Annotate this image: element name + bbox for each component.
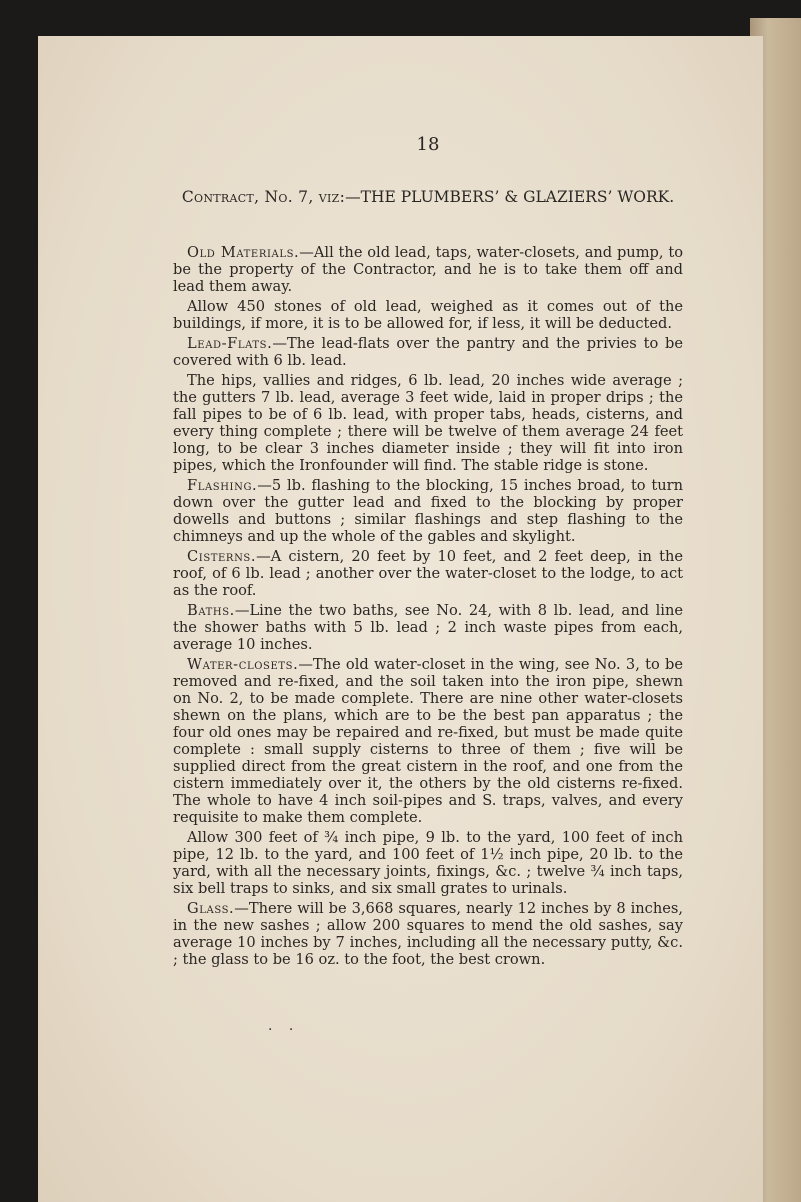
paragraph-lead: Old Materials.	[187, 244, 300, 261]
paragraph-lead: Cisterns.	[187, 548, 257, 565]
heading-prefix: Contract, No. 7, viz:	[181, 188, 346, 206]
paragraph-baths	[173, 602, 683, 653]
paragraph-hips-gutters	[173, 372, 683, 474]
paragraph-text: —There will be 3,668 squares, nearly 12 inches by 8 inches, in the new sashes ; allow 200 squares to mend the old sashes, say average 10 inches by 7 inches, including all the necessary putty, &c. ; the glass to be 16 oz. to the foot, the best crown.	[173, 900, 683, 968]
paragraph-text: —All the old lead, taps, water-closets, and pump, to be the property of the Contractor, and he is to take them off and lead them away.	[173, 244, 683, 295]
paragraph-text: Allow 450 stones of old lead, weighed as it comes out of the buildings, if more, it is to be allowed for, if less, it will be deducted.	[173, 298, 683, 332]
section-heading	[173, 188, 683, 206]
paragraph-old-materials	[173, 244, 683, 295]
paragraph-text: —The old water-closet in the wing, see No. 3, to be removed and re-fixed, and the soil taken into the iron pipe, shewn on No. 2, to be made complete. There are nine other water-closets shewn on the plans, which are to be the best pan apparatus ; the four old ones may be repaired and re-fixed, but must be made quite complete : small supply cisterns to three of them ; five will be supplied direct from the great cistern in the roof, and one from the cistern immediately over it, the others by the old cisterns re-fixed. The whole to have 4 inch soil-pipes and S. traps, valves, and every requisite to make them complete.	[173, 656, 683, 826]
paragraph-lead: Flashing.	[187, 477, 258, 494]
paragraph-lead: Lead-Flats.	[187, 335, 273, 352]
body-text	[173, 244, 683, 971]
paragraph-text: —A cistern, 20 feet by 10 feet, and 2 feet deep, in the roof, of 6 lb. lead ; another over the water-closet to the lodge, to act as the roof.	[173, 548, 683, 599]
page-number: 18	[416, 134, 440, 155]
paragraph-old-lead-allowance	[173, 298, 683, 332]
paragraph-water-closets	[173, 656, 683, 826]
printer-dots: · ·	[268, 1022, 300, 1038]
paragraph-lead-flats	[173, 335, 683, 369]
paragraph-text: —The lead-flats over the pantry and the privies to be covered with 6 lb. lead.	[173, 335, 683, 369]
paragraph-cisterns	[173, 548, 683, 599]
paragraph-lead: Glass.	[187, 900, 235, 917]
paragraph-text: Allow 300 feet of ¾ inch pipe, 9 lb. to the yard, 100 feet of inch pipe, 12 lb. to the yard, and 100 feet of 1½ inch pipe, 20 lb. to the yard, with all the necessary joints, fixings, &c. ; twelve ¾ inch taps, six bell traps to sinks, and six small grates to urinals.	[173, 829, 683, 897]
paragraph-flashing	[173, 477, 683, 545]
paragraph-text: —Line the two baths, see No. 24, with 8 lb. lead, and line the shower baths with 5 lb. lead ; 2 inch waste pipes from each, average 10 inches.	[173, 602, 683, 653]
paragraph-lead: Water-closets.	[187, 656, 299, 673]
paragraph-pipe-allowance	[173, 829, 683, 897]
paragraph-lead: Baths.	[187, 602, 235, 619]
heading-title: —THE PLUMBERS’ & GLAZIERS’ WORK.	[345, 188, 675, 206]
paragraph-glass	[173, 900, 683, 968]
paragraph-text: The hips, vallies and ridges, 6 lb. lead, 20 inches wide average ; the gutters 7 lb. lead, average 3 feet wide, laid in proper drips ; the fall pipes to be of 6 lb. lead, with proper tabs, heads, cisterns, and every thing complete ; there will be twelve of them average 24 feet long, to be clear 3 inches diameter inside ; they will fit into iron pipes, which the Ironfounder will find. The stable ridge is stone.	[173, 372, 683, 474]
book-page	[38, 36, 763, 1202]
paragraph-text: —5 lb. flashing to the blocking, 15 inches broad, to turn down over the gutter lead and fixed to the blocking by proper dowells and buttons ; similar flashings and step flashing to the chimneys and up the whole of the gables and skylight.	[173, 477, 683, 545]
